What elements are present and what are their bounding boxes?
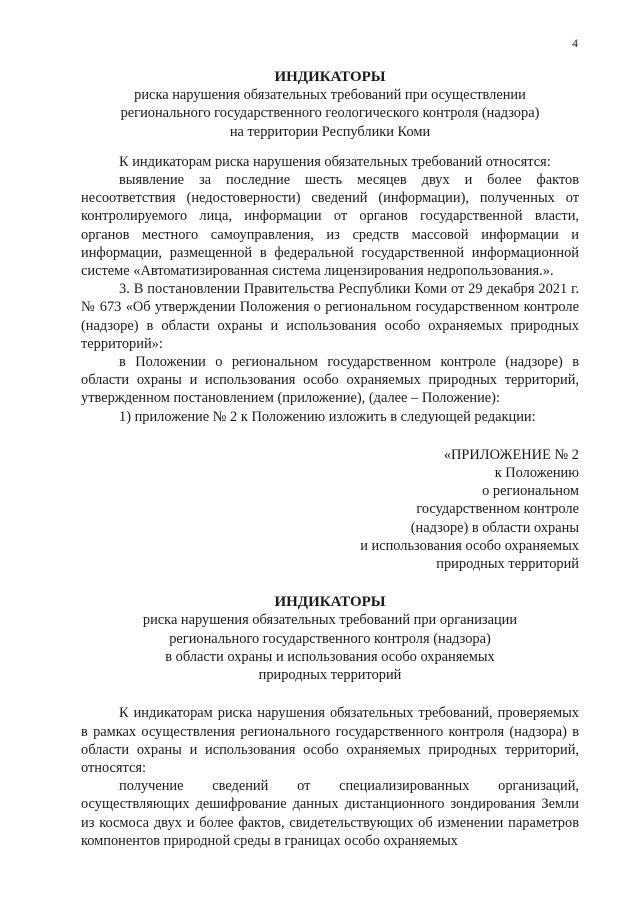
paragraph: выявление за последние шесть месяцев двух и более фактов несоответствия (недостоверности) сведений (информации), полученных от контролируемого лица, информации от органов государственной власти, органов местного самоуправления, из средств массовой информации и информации, размещенной в федеральной государственной информационной системе «Автоматизированная система лицензирования недропользования.». — [81, 172, 579, 280]
section-1-subtitle-line: регионального государственного геологического контроля (надзора) — [120, 105, 540, 122]
section-2-title: ИНДИКАТОРЫ — [274, 594, 386, 611]
section-2-subtitle-line: регионального государственного контроля (надзора) — [169, 630, 491, 647]
paragraph: 1) приложение № 2 к Положению изложить в следующей редакции: — [119, 408, 536, 425]
paragraph: в Положении о региональном государственном контроле (надзоре) в области охраны и использования особо охраняемых природных территорий, утвержденном постановлением (приложение), (далее – Положение): — [81, 354, 579, 407]
section-2 — [81, 593, 579, 850]
appendix-line: (надзоре) в области охраны — [410, 519, 579, 536]
appendix-line: о региональном — [482, 483, 579, 500]
section-1-title: ИНДИКАТОРЫ — [274, 69, 386, 85]
section-1-subtitle-line: на территории Республики Коми — [229, 123, 431, 140]
paragraph: 3. В постановлении Правительства Республики Коми от 29 декабря 2021 г. № 673 «Об утверждении Положения о региональном государственном контроле (надзоре) в области охраны и использования особо охраняемых природных территорий»: — [81, 281, 579, 352]
section-2-subtitle-line: природных территорий — [258, 667, 402, 684]
appendix-line: государственном контроле — [416, 501, 579, 518]
appendix-line: и использования особо охраняемых — [360, 537, 579, 554]
paragraph: К индикаторам риска нарушения обязательных требований относятся: — [119, 153, 551, 170]
appendix-line: к Положению — [494, 465, 579, 482]
page-number: 4 — [572, 36, 578, 50]
appendix-line: природных территорий — [436, 556, 579, 573]
appendix-header — [301, 446, 579, 573]
section-1 — [81, 68, 579, 426]
section-2-subtitle-line: риска нарушения обязательных требований при организации — [142, 612, 518, 629]
appendix-line: «ПРИЛОЖЕНИЕ № 2 — [443, 446, 579, 463]
document-body — [81, 68, 579, 850]
section-2-subtitle-line: в области охраны и использования особо охраняемых — [165, 648, 495, 665]
paragraph: получение сведений от специализированных организаций, осуществляющих дешифрование данных дистанционного зондирования Земли из космоса двух и более фактов, свидетельствующих об изменении параметров компонентов природной среды в границах особо охраняемых — [81, 778, 579, 849]
section-1-subtitle-line: риска нарушения обязательных требований при осуществлении — [134, 87, 526, 104]
paragraph: К индикаторам риска нарушения обязательных требований, проверяемых в рамках осуществления регионального государственного контроля (надзора) в области охраны и использования особо охраняемых природных территорий, относятся: — [81, 705, 579, 776]
